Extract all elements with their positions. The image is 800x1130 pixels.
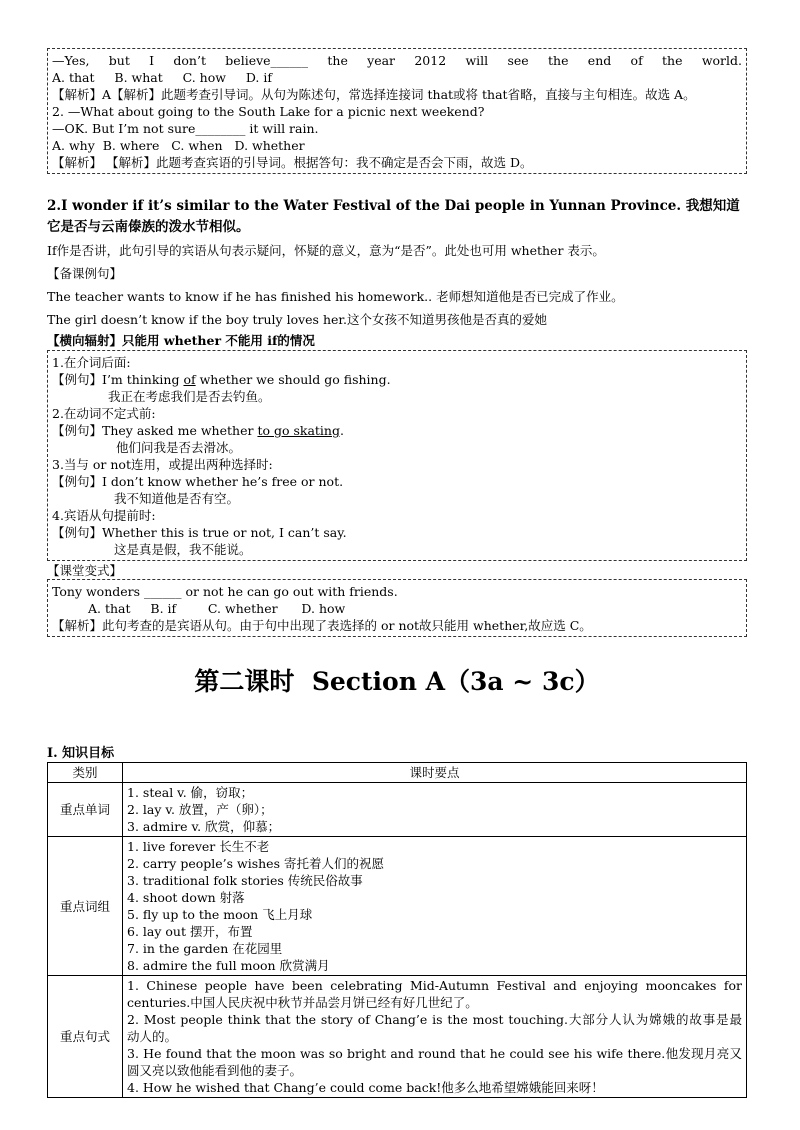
list-item: 1. steal v. 偷，窃取；	[127, 785, 254, 800]
list-item: 7. in the garden 在花园里	[127, 941, 283, 956]
row-category-phrases: 重点词组	[48, 837, 123, 976]
case-1-example-end: whether we should go fishing.	[195, 372, 391, 387]
box1-line-6: A. why B. where C. when D. whether	[52, 138, 305, 153]
list-item: 3. traditional folk stories 传统民俗故事	[127, 873, 363, 888]
case-2-underlined: to go skating	[257, 423, 340, 438]
page	[47, 44, 747, 1098]
box1-line-1: —Yes, but I don’t believe______ the year 2012 will see the end of the world.	[52, 53, 742, 68]
case-3-translation: 我不知道他是否有空。	[114, 491, 240, 506]
box1-line-4: 2. —What about going to the South Lake for a picnic next weekend?	[52, 104, 485, 119]
case-2-example	[52, 422, 742, 439]
box1-line-5: —OK. But I’m not sure________ it will rain.	[52, 121, 319, 136]
case-1-translation: 我正在考虑我们是否去钓鱼。	[108, 389, 271, 404]
case-3-title: 3.当与 or not连用，或提出两种选择时:	[52, 457, 273, 472]
list-item: 2. lay v. 放置，产（卵）；	[127, 802, 273, 817]
row-category-words: 重点单词	[48, 783, 123, 837]
header-category: 类别	[48, 763, 123, 783]
whether-cases-box	[47, 350, 747, 561]
box1-line-3: 【解析】A【解析】此题考查引导词。从句为陈述句，常选择连接词 that或将 that省略，直接与主句相连。故选 A。	[52, 87, 696, 102]
list-item: 2. carry people’s wishes 寄托着人们的祝愿	[127, 856, 384, 871]
case-2-example-end: .	[339, 423, 344, 438]
list-item: 8. admire the full moon 欣赏满月	[127, 958, 330, 973]
objectives-table	[47, 762, 747, 1098]
list-item: centuries.中国人民庆祝中秋节并品尝月饼已经有好几世纪了。	[127, 995, 478, 1010]
lesson-title: 第二课时 Section A（3a ~ 3c）	[194, 667, 600, 696]
case-4-example: 【例句】Whether this is true or not, I can’t say.	[52, 525, 347, 540]
case-4-title: 4.宾语从句提前时:	[52, 508, 156, 523]
example-sentence-1: The teacher wants to know if he has finished his homework.. 老师想知道他是否已完成了作业。	[47, 289, 624, 304]
examples-label: 【备课例句】	[47, 266, 123, 281]
list-item: 1. Chinese people have been celebrating Mid-Autumn Festival and enjoying mooncakes for	[127, 978, 742, 993]
row-items-words	[123, 783, 747, 837]
case-1-example-start: 【例句】I’m thinking	[52, 372, 184, 387]
case-3-example: 【例句】I don’t know whether he’s free or not.	[52, 474, 344, 489]
row-items-sentences	[123, 976, 747, 1098]
list-item: 4. shoot down 射落	[127, 890, 245, 905]
exercise-box-2	[47, 579, 747, 637]
table-row	[48, 976, 747, 1098]
box1-line-2: A. that B. what C. how D. if	[52, 70, 272, 85]
list-item: 1. live forever 长生不老	[127, 839, 270, 854]
exercise-label: 【课堂变式】	[47, 563, 123, 578]
case-1-underlined: of	[183, 372, 196, 387]
table-header-row	[48, 763, 747, 783]
case-2-example-start: 【例句】They asked me whether	[52, 423, 258, 438]
list-item: 2. Most people think that the story of Chang’e is the most touching.大部分人认为嫦娥的故事是最	[127, 1012, 742, 1027]
list-item: 动人的。	[127, 1029, 178, 1044]
table-row	[48, 837, 747, 976]
list-item: 3. admire v. 欣赏，仰慕；	[127, 819, 281, 834]
rule-heading: 【横向辐射】只能用 whether 不能用 if的情况	[47, 333, 315, 348]
exercise-question: Tony wonders ______ or not he can go out with friends.	[52, 584, 398, 599]
case-2-title: 2.在动词不定式前:	[52, 406, 156, 421]
list-item: 圆又亮以致他能看到他的妻子。	[127, 1063, 303, 1078]
table-row	[48, 783, 747, 837]
example-sentence-2: The girl doesn’t know if the boy truly loves her.这个女孩不知道男孩他是否真的爱她	[47, 312, 547, 327]
section2-heading: 2.I wonder if it’s similar to the Water Festival of the Dai people in Yunnan Province. 我想知道它是否与云南傣族的泼水节相似。	[47, 198, 740, 235]
list-item: 5. fly up to the moon 飞上月球	[127, 907, 313, 922]
objectives-heading: I. 知识目标	[47, 746, 115, 761]
exercise-analysis: 【解析】此句考查的是宾语从句。由于句中出现了表选择的 or not故只能用 whether,故应选 C。	[52, 618, 592, 633]
row-category-sentences: 重点句式	[48, 976, 123, 1098]
box1-line-7: 【解析】 【解析】此题考查宾语的引导词。根据答句：我不确定是否会下雨，故选 D。	[52, 155, 533, 170]
list-item: 6. lay out 摆开，布置	[127, 924, 253, 939]
header-points: 课时要点	[123, 763, 747, 783]
exercise-options: A. that B. if C. whether D. how	[88, 601, 346, 616]
case-4-translation: 这是真是假，我不能说。	[114, 542, 252, 557]
exercise-box-1	[47, 48, 747, 174]
section2-note: If作是否讲，此句引导的宾语从句表示疑问，怀疑的意义，意为“是否”。此处也可用 whether 表示。	[47, 243, 605, 258]
list-item: 3. He found that the moon was so bright and round that he could see his wife there.他发现月亮又	[127, 1046, 742, 1061]
row-items-phrases	[123, 837, 747, 976]
case-1-example	[52, 371, 742, 388]
list-item: 4. How he wished that Chang’e could come back!他多么地希望嫦娥能回来呀！	[127, 1080, 604, 1095]
case-1-title: 1.在介词后面:	[52, 355, 131, 370]
case-2-translation: 他们问我是否去滑冰。	[116, 440, 242, 455]
